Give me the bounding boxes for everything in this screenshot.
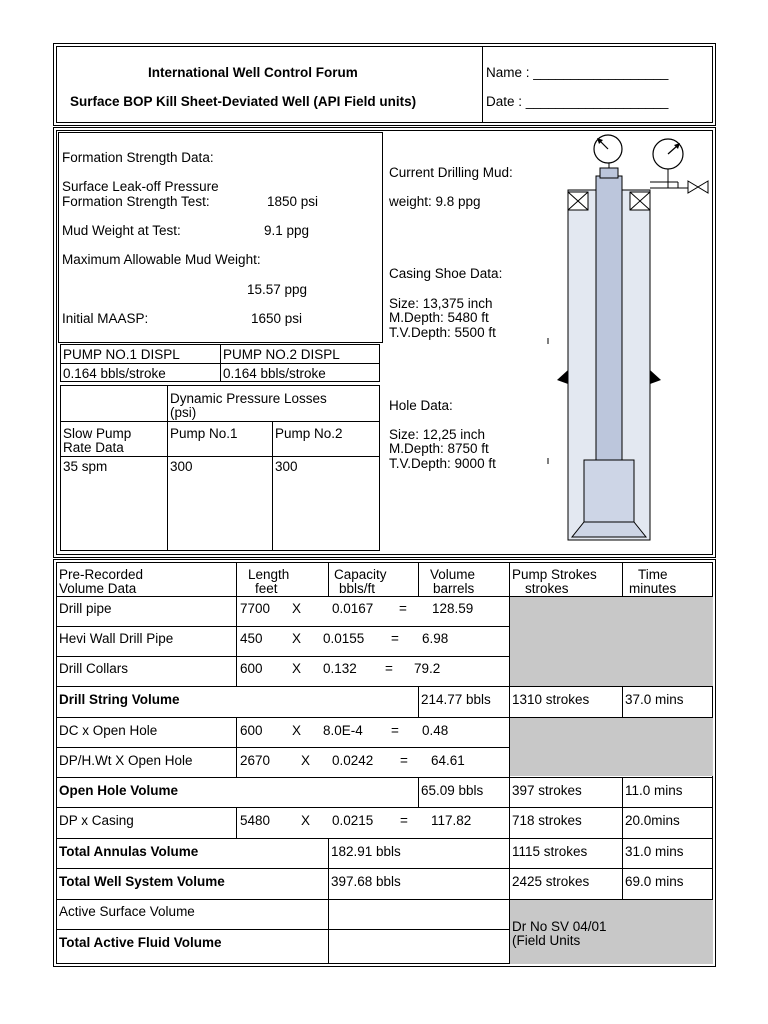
hole-mdepth: M.Depth: 8750 ft: [389, 441, 489, 456]
slow-pump-label-2: Rate Data: [63, 440, 124, 455]
formation-heading: Formation Strength Data:: [62, 150, 214, 165]
dpl-heading-1: Dynamic Pressure Losses: [170, 391, 327, 406]
row-drill-pipe-volume: 128.59: [432, 601, 474, 616]
row-total-annulus-strokes: 1115 strokes: [512, 844, 588, 859]
header-inner: [56, 46, 713, 123]
row-collars-length: 600: [240, 661, 263, 676]
casing-size: Size: 13,375 inch: [389, 296, 493, 311]
leakoff-label-1: Surface Leak-off Pressure: [62, 179, 219, 194]
row-drill-pipe-capacity: 0.0167: [332, 601, 374, 616]
row-dp-oh-eq: =: [400, 753, 408, 768]
row-total-active-label: Total Active Fluid Volume: [59, 935, 222, 950]
row-collars-volume: 79.2: [414, 661, 441, 676]
row-dp-casing-time: 20.0mins: [625, 813, 680, 828]
row-drill-pipe-eq: =: [399, 601, 407, 616]
row-open-hole-time: 11.0 mins: [625, 783, 683, 798]
row-drill-string-time: 37.0 mins: [625, 692, 684, 707]
well-schematic-diagram: [540, 132, 712, 552]
row-open-hole-label: Open Hole Volume: [59, 783, 179, 798]
casing-mdepth: M.Depth: 5480 ft: [389, 310, 489, 325]
row-total-annulus-time: 31.0 mins: [625, 844, 684, 859]
row-dc-oh-label: DC x Open Hole: [59, 723, 158, 738]
maasp-value: 1650 psi: [251, 311, 303, 326]
header-time: Time: [638, 567, 668, 582]
row-collars-eq: =: [385, 661, 393, 676]
row-dp-oh-volume: 64.61: [431, 753, 465, 768]
header-volume-data: Volume Data: [59, 581, 137, 596]
row-collars-capacity: 0.132: [323, 661, 357, 676]
row-hwdp-x: X: [292, 631, 302, 646]
hole-size: Size: 12,25 inch: [389, 427, 486, 442]
row-total-well-time: 69.0 mins: [625, 874, 684, 889]
leakoff-label-2: Formation Strength Test:: [62, 194, 210, 209]
choke-valve-icon: [688, 181, 698, 193]
row-dc-oh-capacity: 8.0E-4: [323, 723, 363, 738]
doc-number: Dr No SV 04/01: [512, 919, 607, 934]
drill-bit: [572, 522, 646, 537]
mud-heading: Current Drilling Mud:: [389, 165, 513, 180]
pump2-col-header: Pump No.2: [275, 426, 343, 441]
row-total-annulus-volume: 182.91 bbls: [331, 844, 401, 859]
max-mud-label: Maximum Allowable Mud Weight:: [62, 252, 261, 267]
row-dc-oh-x: X: [292, 723, 302, 738]
pump2-displacement: 0.164 bbls/stroke: [223, 366, 326, 381]
leakoff-value: 1850 psi: [267, 194, 319, 209]
total-active-input[interactable]: [329, 930, 508, 963]
row-dp-casing-volume: 117.82: [431, 813, 472, 828]
row-dp-casing-x: X: [301, 813, 311, 828]
drill-pipe: [596, 176, 622, 460]
row-dp-oh-label: DP/H.Wt X Open Hole: [59, 753, 193, 768]
row-dc-oh-eq: =: [391, 723, 399, 738]
row-total-well-label: Total Well System Volume: [59, 874, 225, 889]
date-field[interactable]: Date : ___________________: [486, 94, 669, 109]
row-collars-x: X: [292, 661, 302, 676]
header-pump-strokes: Pump Strokes: [512, 567, 597, 582]
row-dp-casing-label: DP x Casing: [59, 813, 134, 828]
active-surface-input[interactable]: [329, 900, 508, 928]
row-drill-pipe-length: 7700: [240, 601, 271, 616]
row-hwdp-volume: 6.98: [422, 631, 449, 646]
max-mud-value: 15.57 ppg: [247, 282, 308, 297]
pump1-displacement: 0.164 bbls/stroke: [63, 366, 166, 381]
row-dp-casing-capacity: 0.0215: [332, 813, 374, 828]
row-drill-pipe-label: Drill pipe: [59, 601, 112, 616]
pump2-header: PUMP NO.2 DISPL: [223, 347, 340, 362]
header-barrels: barrels: [433, 581, 475, 596]
kelly-top: [600, 168, 618, 178]
row-total-annulus-label: Total Annulas Volume: [59, 844, 199, 859]
pump1-dpl-value: 300: [170, 459, 193, 474]
row-total-well-volume: 397.68 bbls: [331, 874, 401, 889]
row-hwdp-eq: =: [391, 631, 399, 646]
row-drill-string-volume: 214.77 bbls: [421, 692, 491, 707]
doc-units: (Field Units: [512, 933, 581, 948]
row-dp-casing-strokes: 718 strokes: [512, 813, 582, 828]
form-subtitle: Surface BOP Kill Sheet-Deviated Well (API Field units): [70, 94, 417, 109]
pump1-header: PUMP NO.1 DISPL: [63, 347, 180, 362]
row-dc-oh-volume: 0.48: [422, 723, 449, 738]
mud-weight-test-value: 9.1 ppg: [264, 223, 310, 238]
hole-heading: Hole Data:: [389, 398, 453, 413]
gray-cell-drillpipe: [509, 597, 713, 686]
hole-tvdepth: T.V.Depth: 9000 ft: [389, 456, 496, 471]
casing-shoe-left: [557, 370, 568, 384]
header-length: Length: [248, 567, 290, 582]
row-hwdp-length: 450: [240, 631, 263, 646]
row-hwdp-label: Hevi Wall Drill Pipe: [59, 631, 174, 646]
row-open-hole-volume: 65.09 bbls: [421, 783, 484, 798]
header-capacity: Capacity: [334, 567, 387, 582]
row-active-surface-label: Active Surface Volume: [59, 904, 195, 919]
header-feet: feet: [255, 581, 278, 596]
header-strokes: strokes: [525, 581, 569, 596]
row-collars-label: Drill Collars: [59, 661, 129, 676]
row-total-well-strokes: 2425 strokes: [512, 874, 590, 889]
pump1-col-header: Pump No.1: [170, 426, 238, 441]
maasp-label: Initial MAASP:: [62, 311, 149, 326]
row-drill-string-strokes: 1310 strokes: [512, 692, 590, 707]
row-dc-oh-length: 600: [240, 723, 263, 738]
slow-pump-rate: 35 spm: [63, 459, 108, 474]
mud-weight: weight: 9.8 ppg: [389, 194, 481, 209]
row-dp-oh-length: 2670: [240, 753, 271, 768]
mud-weight-test-label: Mud Weight at Test:: [62, 223, 181, 238]
gray-cell-openhole: [509, 718, 713, 776]
casing-tvdepth: T.V.Depth: 5500 ft: [389, 325, 496, 340]
dpl-heading-2: (psi): [170, 405, 197, 420]
casing-shoe-right: [650, 370, 661, 384]
row-drill-string-label: Drill String Volume: [59, 692, 180, 707]
form-title: International Well Control Forum: [148, 65, 358, 80]
casing-heading: Casing Shoe Data:: [389, 266, 503, 281]
drill-collars: [584, 460, 634, 522]
header-minutes: minutes: [629, 581, 677, 596]
row-drill-pipe-x: X: [292, 601, 302, 616]
header-volume: Volume: [430, 567, 476, 582]
name-field[interactable]: Name : __________________: [486, 65, 669, 80]
row-hwdp-capacity: 0.0155: [323, 631, 365, 646]
header-prerecorded: Pre-Recorded: [59, 567, 144, 582]
row-dp-casing-eq: =: [400, 813, 408, 828]
row-dp-oh-capacity: 0.0242: [332, 753, 374, 768]
slow-pump-label-1: Slow Pump: [63, 426, 132, 441]
row-open-hole-strokes: 397 strokes: [512, 783, 582, 798]
row-dp-oh-x: X: [301, 753, 311, 768]
header-bbls-ft: bbls/ft: [339, 581, 376, 596]
pump2-dpl-value: 300: [275, 459, 298, 474]
slow-pump-table: [60, 385, 380, 551]
row-dp-casing-length: 5480: [240, 813, 271, 828]
